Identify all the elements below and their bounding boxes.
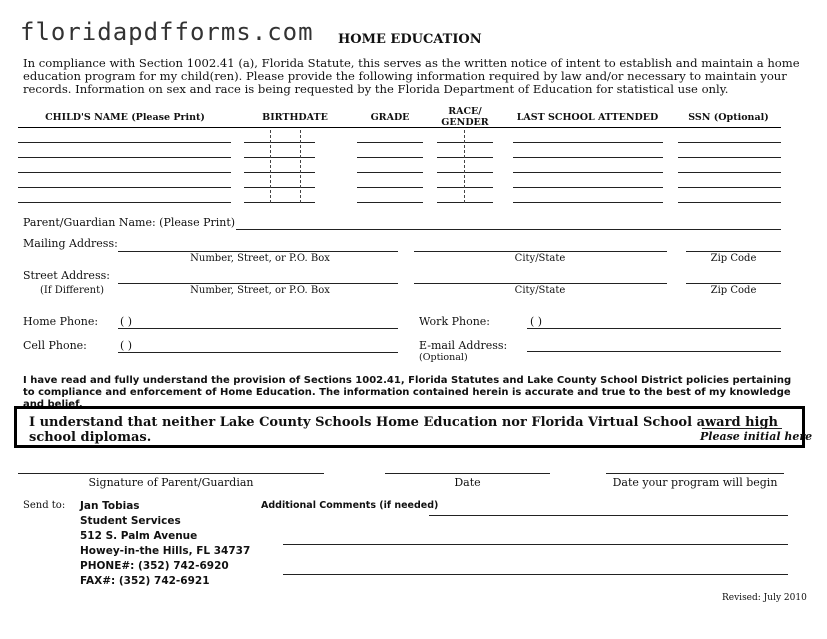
child-row-field[interactable] — [244, 202, 315, 203]
child-row-field[interactable] — [437, 157, 493, 158]
site-watermark: floridapdfforms.com — [20, 18, 314, 46]
home-phone-label: Home Phone: — [23, 315, 99, 328]
mailing-street-caption: Number, Street, or P.O. Box — [190, 253, 330, 264]
work-phone-field[interactable] — [527, 328, 781, 329]
child-row-field[interactable] — [357, 142, 423, 143]
child-row-field[interactable] — [244, 172, 315, 173]
street-street-caption: Number, Street, or P.O. Box — [190, 285, 330, 296]
signature-label: Signature of Parent/Guardian — [88, 476, 254, 489]
child-row-field[interactable] — [18, 202, 231, 203]
initial-label: Please initial here — [700, 430, 813, 443]
send-fax: FAX#: (352) 742-6921 — [80, 575, 210, 587]
col-header-last-school: LAST SCHOOL ATTENDED — [516, 112, 659, 123]
send-to-label: Send to: — [23, 500, 66, 511]
child-row-field[interactable] — [437, 187, 493, 188]
if-different-label: (If Different) — [40, 285, 105, 296]
send-phone: PHONE#: (352) 742-6920 — [80, 560, 229, 572]
birthdate-divider-2 — [300, 130, 301, 203]
street-address-label: Street Address: — [23, 269, 110, 282]
mailing-zip-field[interactable] — [686, 251, 781, 252]
child-row-field[interactable] — [18, 157, 231, 158]
child-row-field[interactable] — [678, 202, 781, 203]
cell-phone-area: ( ) — [120, 339, 133, 352]
child-row-field[interactable] — [678, 157, 781, 158]
col-header-ssn: SSN (Optional) — [688, 112, 769, 123]
home-phone-field[interactable] — [118, 328, 398, 329]
street-street-field[interactable] — [118, 283, 398, 284]
child-row-field[interactable] — [513, 202, 663, 203]
send-line: Student Services — [80, 515, 181, 527]
cell-phone-label: Cell Phone: — [23, 339, 87, 352]
intro-paragraph: In compliance with Section 1002.41 (a), Florida Statute, this serves as the written notice of intent to establish and maintain a home education program for my child(ren). Please provide the following information required by law and/or necessary to maintain your records. Information on sex and race is being requested by the Florida Department of Education for statistical use only. — [23, 56, 800, 96]
comments-field-2[interactable] — [283, 544, 788, 545]
email-label: E-mail Address: — [419, 339, 508, 352]
program-start-label: Date your program will begin — [612, 476, 778, 489]
table-header-rule — [18, 127, 781, 128]
program-start-field[interactable] — [606, 473, 784, 474]
comments-field-3[interactable] — [283, 574, 788, 575]
email-field[interactable] — [527, 351, 781, 352]
date-field[interactable] — [385, 473, 550, 474]
certification-text: I have read and fully understand the provision of Sections 1002.41, Florida Statutes and Lake County School District policies pertaining to compliance and enforcement of Home Education. The information contained herein is accurate and true to the best of my knowledge and belief. — [23, 375, 792, 410]
birthdate-divider-1 — [270, 130, 271, 203]
col-header-gender: GENDER — [441, 117, 489, 128]
child-row-field[interactable] — [437, 142, 493, 143]
send-line: Jan Tobias — [80, 500, 140, 512]
child-row-field[interactable] — [513, 187, 663, 188]
mailing-address-label: Mailing Address: — [23, 237, 118, 250]
send-address-block — [80, 499, 250, 589]
child-row-field[interactable] — [244, 187, 315, 188]
child-row-field[interactable] — [18, 142, 231, 143]
col-header-race: RACE/ — [448, 106, 482, 117]
cell-phone-field[interactable] — [118, 352, 398, 353]
child-row-field[interactable] — [244, 157, 315, 158]
child-row-field[interactable] — [357, 202, 423, 203]
work-phone-area: ( ) — [530, 315, 543, 328]
diploma-statement: I understand that neither Lake County Schools Home Education nor Florida Virtual School award high school diplomas. — [29, 415, 778, 445]
child-row-field[interactable] — [18, 172, 231, 173]
child-row-field[interactable] — [678, 142, 781, 143]
race-gender-divider — [464, 130, 465, 203]
child-row-field[interactable] — [513, 142, 663, 143]
street-city-field[interactable] — [414, 283, 667, 284]
child-row-field[interactable] — [437, 172, 493, 173]
child-row-field[interactable] — [513, 172, 663, 173]
street-zip-field[interactable] — [686, 283, 781, 284]
child-row-field[interactable] — [357, 157, 423, 158]
comments-field-1[interactable] — [429, 515, 788, 516]
comments-label: Additional Comments (if needed) — [261, 500, 439, 511]
street-city-caption: City/State — [514, 285, 566, 296]
signature-field[interactable] — [18, 473, 324, 474]
parent-name-field[interactable] — [236, 229, 781, 230]
mailing-city-caption: City/State — [514, 253, 566, 264]
street-zip-caption: Zip Code — [710, 285, 757, 296]
email-optional-label: (Optional) — [419, 352, 468, 363]
child-row-field[interactable] — [244, 142, 315, 143]
mailing-city-field[interactable] — [414, 251, 667, 252]
col-header-birthdate: BIRTHDATE — [262, 112, 328, 123]
send-line: 512 S. Palm Avenue — [80, 530, 198, 542]
work-phone-label: Work Phone: — [419, 315, 491, 328]
send-line: Howey-in-the Hills, FL 34737 — [80, 545, 251, 557]
initial-field[interactable] — [702, 428, 782, 429]
page-title: HOME EDUCATION — [338, 32, 482, 47]
home-phone-area: ( ) — [120, 315, 133, 328]
child-row-field[interactable] — [357, 172, 423, 173]
mailing-street-field[interactable] — [118, 251, 398, 252]
child-row-field[interactable] — [18, 187, 231, 188]
child-row-field[interactable] — [678, 172, 781, 173]
parent-name-label: Parent/Guardian Name: (Please Print) — [23, 216, 236, 229]
child-row-field[interactable] — [437, 202, 493, 203]
date-label: Date — [454, 476, 481, 489]
col-header-grade: GRADE — [370, 112, 410, 123]
mailing-zip-caption: Zip Code — [710, 253, 757, 264]
revised-date: Revised: July 2010 — [722, 593, 807, 603]
child-row-field[interactable] — [513, 157, 663, 158]
child-row-field[interactable] — [357, 187, 423, 188]
child-row-field[interactable] — [678, 187, 781, 188]
col-header-name: CHILD'S NAME (Please Print) — [45, 112, 205, 123]
